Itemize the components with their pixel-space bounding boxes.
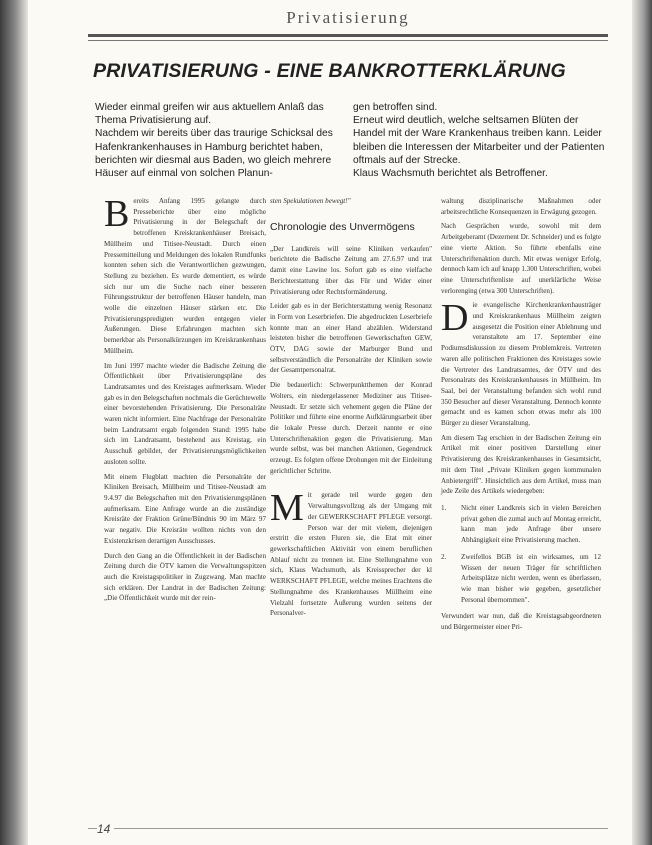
body-paragraph: Leider gab es in der Berichterstattung wenig Resonanz in Form von Leserbriefen. Die abgedruckten Leserbriefe konnte man an einer Hand abzählen. Widerstand leisteten bisher die betroffenen Gewerkschaften GEW, ÖTV, DAG sowie der Marburger Bund und selbstverständlich die Personalräte der Kliniken sowie der Gesamtpersonalrat. (270, 302, 432, 375)
lead-paragraph: Nachdem wir bereits über das traurige Schicksal des Hafenkrankenhauses in Hamburg berichtet haben, berichten wir diesmal aus Baden, wo gleich mehrere Häuser auf einmal von solchen Planun- (95, 128, 333, 180)
numbered-list (441, 503, 601, 605)
drop-cap: M (270, 487, 304, 530)
body-paragraph: Nach Gesprächen wurde, sowohl mit dem Arbeitgeberamt (Dezernent Dr. Schneider) und es folgte eine vierte Aktion. So führte ebenfalls eine Unterschriftenaktion durch. Mit etwas weniger Erfolg, dennoch kam ich auf knapp 1.300 Unterschriften, wobei eine Unterschriftenliste auf unerklärliche Weise verlorenging (etwa 300 Unterschriften). (441, 222, 601, 295)
body-column-2 (270, 196, 432, 623)
body-column-1 (104, 193, 266, 608)
body-paragraph: sten Spekulationen bewegt!" (270, 197, 351, 205)
drop-cap: D (441, 297, 469, 340)
lead-paragraph: Erneut wird deutlich, welche seltsamen Blüten der Handel mit der Ware Krankenhaus treiben kann. Leider bleiben die Interessen der Mitarbeiter und der Patienten oftmals auf der Strecke. (353, 115, 605, 166)
scan-shadow-left (0, 0, 28, 845)
list-text: Nicht einer Landkreis sich in vielen Bereichen privat gehen die zumal auch auf Montag erreicht, kann man jede Anfrage über unsere Abhängigkeit eine Privatisierung machen. (461, 503, 601, 545)
body-paragraph: Die bedauerlich: Schwerpunktthemen der Konrad Wolters, ein niedergelassener Mediziner aus Titisee-Neustadt. Er setzte sich vehement gegen die Pläne der Politiker und führte eine enorme Aufklärungsarbeit über die lokale Presse durch. Derzeit nannte er eine Unterschriftenaktion gegen die Privatisierung. Man wurde selbst, was bei manchen Aktionen, Gegendruck erzeugt. Es folgten offene Drohungen mit der Einleitung gerichtlicher Schritte. (270, 381, 432, 475)
body-paragraph: Mit gerade teil wurde gegen den Verwaltungsvollzug als der Umgang mit der GEWERKSCHAFT PFLEGE versorgt. Person war der mit vielem, diejenigen erstritt die ersten Fluren sie, die Etat mit einer gewerkschaftlichen Aktivität von einem beruflichen Ablauf nicht zu trennen ist. Eine Stellungnahme von sich, Klaus Wachsmuth, als Kreissprecher der kl WERKSCHAFT PFLEGE, welche meines Erachtens die Stellungnahme des Krankenhauses Müllheim eine Vielzahl fortsetzte Äußerung wurden seitens der Personalver- (270, 487, 432, 618)
list-number: 2. (441, 552, 447, 561)
page-number: 14 (97, 822, 114, 836)
scan-shadow-right (632, 0, 652, 845)
body-paragraph: Durch den Gang an die Öffentlichkeit in der Badischen Zeitung durch die ÖTV kamen die Verwaltungsspitzen auch die Kreistagspolitiker in Zugzwang. Man machte sich erklären. Der Landrat in der Badischen Zeitung: „Die Öffentlichkeit wurde mit der rein- (104, 551, 266, 603)
header-rule-thin (88, 40, 608, 41)
lead-right (353, 101, 609, 180)
list-item (441, 552, 601, 606)
running-head: Privatisierung (286, 8, 410, 27)
body-paragraph: Mit einem Flugblatt machten die Personalräte der Kliniken Breisach, Müllheim und Titisee-Neustadt am 9.4.97 die Belegschaften mit den Privatisierungsplänen aufmerksam. Eine Anfrage wurde an die zuständige Kreisräte der Fraktion Grüne/Bündnis 90 im März 97 war negativ. Die Kreisräte wollten nichts von den Existenzkrisen derartigen Ausschusses. (104, 472, 266, 545)
body-paragraph: Im Juni 1997 machte wieder die Badische Zeitung die Öffentlichkeit über Privatisierungspläne des Landratsamtes und des Kreistages aufmerksam. Wieder gab es in den Belegschaften nochmals die Gerüchtewelle einer bevorstehenden Privatisierung. Die Personalräte waren nicht informiert. Eine Nachfrage der Personalräte beim Landratsamt ergab folgenden Stand: 1995 habe sich im Landratsamt, bestehend aus Kreistag, ein Ausschuß gebildet, der Privatisierungsmöglichkeiten ausloten sollte. (104, 361, 266, 466)
body-paragraph: Die evangelische Kirchenkrankenhausträger und Kreiskrankenhaus Müllheim zeigten ausgesetzt die Position einer Ablehnung und veranstaltete am 17. September eine Podiumsdiskussion zu diesem Problemkreis. Vertreten waren alle politischen Fraktionen des Kreistages sowie die Vertreter des Landratsamtes, der ÖTV und des Personalrats des Kreiskrankenhauses in Müllheim. Im Saal, bei der Veranstaltung befanden sich wohl rund 350 Besucher auf dieser Veranstaltung. Dennoch konnte gemacht und es kamen schon etwas mehr als 100 Bürger zu dieser Veranstaltung. (441, 297, 601, 428)
drop-cap: B (104, 193, 130, 235)
list-item (441, 503, 601, 546)
lead-left (95, 101, 347, 180)
lead-byline: Klaus Wachsmuth berichtet als Betroffener. (353, 168, 548, 180)
footer-rule (88, 828, 608, 829)
body-paragraph: Verwundert war nun, daß die Kreistagsabgeordneten und Bürgermeister einer Pri- (441, 612, 601, 632)
article-title: PRIVATISIERUNG - EINE BANKROTTERKLÄRUNG (93, 60, 566, 82)
section-subhead: Chronologie des Unvermögens (270, 220, 415, 233)
body-paragraph: waltung disziplinarische Maßnahmen oder arbeitsrechtliche Konsequenzen in Erwägung gezogen. (441, 197, 601, 216)
header-rule-thick (88, 34, 608, 37)
lead-paragraph: gen betroffen sind. (353, 102, 438, 113)
list-number: 1. (441, 503, 447, 512)
body-paragraph: „Der Landkreis will seine Kliniken verkaufen" berichtete die Badische Zeitung am 27.6.97 und trat damit eine Lawine los. Sofort gab es eine vielfache Berichterstattung über das Für und Wider einer Privatisierung oder Rechtsformänderung. (270, 244, 432, 296)
body-column-3 (441, 196, 601, 637)
list-text: Zweifellos BGB ist ein wirksames, um 12 Wissen der neuen Träger für schriftlichen Arbeitsplätze nicht werden, wenn es überlassen, wie man bisher wie gegeben, gesetzlicher Personal übernommen". (461, 552, 601, 604)
body-paragraph: Bereits Anfang 1995 gelangte durch Presseberichte über eine mögliche Privatisierung in der Belegschaft der betroffenen Kreiskrankenhäuser Breisach, Müllheim und Titisee-Neustadt. Durch einen Pressemitteilung und Meldungen des lokalen Rundfunks konnten sehen sich die Verantwortlichen gezwungen, Stellung zu beziehen. Es wurde dementiert, es würde sich nur um die Suche nach einer besseren Führungsstruktur der betroffenen Häuser handeln, man wolle die einzelnen Häuser stärken etc. Die Privatisierungspredigten wurden entgegen vieler Äußerungen. Diese Erfahrungen machten sich bemerkbar als Personalkürzungen im Kreiskrankenhaus Müllheim. (104, 193, 266, 355)
lead-paragraph: Wieder einmal greifen wir aus aktuellem Anlaß das Thema Privatisierung auf. (95, 102, 324, 127)
body-paragraph: Am diesem Tag erschien in der Badischen Zeitung ein Artikel mit einer positiven Darstellung einer Privatisierung des Kreiskrankenhauses in Gesamtsicht, mit dem Titel „Private Kliniken gegen kommunalen Anbietergriff". Hinsichtlich aus dem Artikel, muss man jede Zeile des Artikels wiedergeben: (441, 433, 601, 496)
